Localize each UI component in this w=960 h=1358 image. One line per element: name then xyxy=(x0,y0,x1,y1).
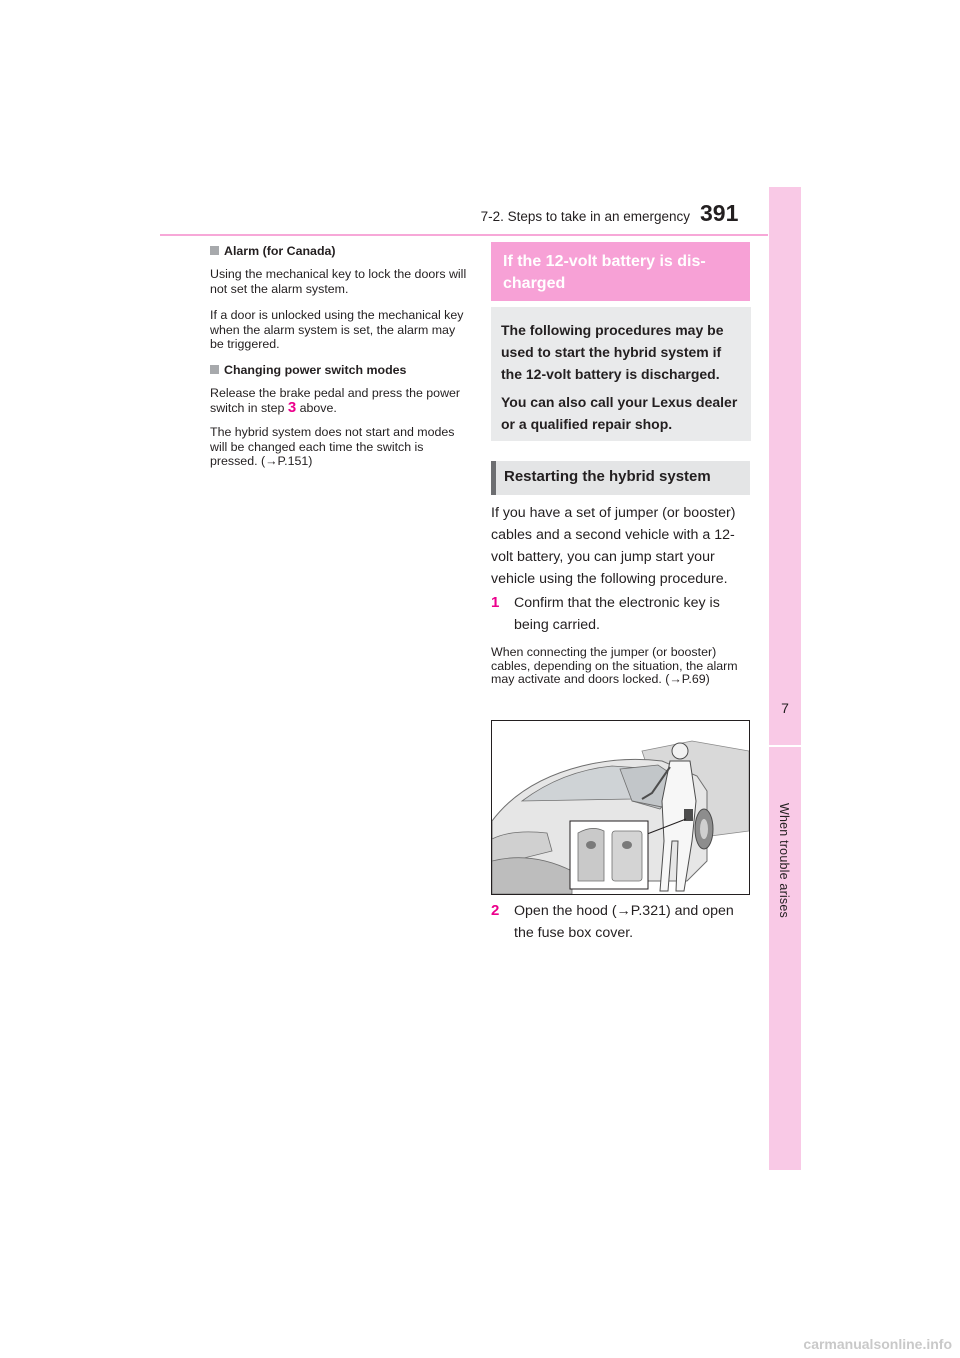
step-number: 2 xyxy=(491,902,500,919)
alarm-heading-text: Alarm (for Canada) xyxy=(224,244,336,258)
chapter-side-tab xyxy=(769,187,801,1170)
power-modes-para-1-end: above. xyxy=(296,400,337,415)
subsection-heading-box xyxy=(491,461,750,495)
alarm-para-2: If a door is unlocked using the mechanical key when the alarm system is set, the alarm may be triggered. xyxy=(210,308,464,351)
square-bullet-icon xyxy=(210,246,219,255)
chapter-title xyxy=(769,803,801,943)
intro-para-2: You can also call your Lexus dealer or a qualified repair shop. xyxy=(501,394,738,432)
section-title: 7-2. Steps to take in an emergency xyxy=(480,209,690,224)
section-heading-box xyxy=(491,242,750,301)
intro-para-1: The following procedures may be used to start the hybrid system if the 12-volt battery is discharged. xyxy=(501,322,724,382)
jump-start-illustration xyxy=(491,720,750,895)
step-reference: 3 xyxy=(287,398,297,416)
chapter-number: 7 xyxy=(781,700,789,716)
step-number: 1 xyxy=(491,594,500,611)
section-heading: If the 12-volt battery is dis-charged xyxy=(503,253,706,292)
intro-body: If you have a set of jumper (or booster) cables and a second vehicle with a 12-volt battery, you can jump start your vehicle using the following procedure. xyxy=(491,505,736,587)
square-bullet-icon xyxy=(210,365,219,374)
intro-box xyxy=(491,307,751,441)
step-text: Confirm that the electronic key is being carried. xyxy=(514,595,720,633)
alarm-note: When connecting the jumper (or booster) cables, depending on the situation, the alarm may activate and doors locked. (→P.69) xyxy=(491,645,738,686)
step-text: Open the hood (→P.321) and open the fuse box cover. xyxy=(514,903,734,941)
page-number: 391 xyxy=(700,200,739,226)
power-modes-heading xyxy=(210,363,468,378)
header-rule xyxy=(160,234,768,236)
power-modes-heading-text: Changing power switch modes xyxy=(224,363,407,377)
power-modes-para-1-text: Release the brake pedal and press the power switch in step xyxy=(210,386,461,415)
car-person-illustration xyxy=(492,721,749,894)
chapter-title-text: When trouble arises xyxy=(777,803,791,918)
subsection-heading: Restarting the hybrid system xyxy=(504,468,711,485)
step-2 xyxy=(491,900,753,948)
step-1 xyxy=(491,592,753,640)
alarm-heading xyxy=(210,244,468,259)
watermark xyxy=(0,1336,960,1352)
watermark-text: carmanualsonline.info xyxy=(803,1336,952,1352)
power-modes-para-1 xyxy=(210,386,468,415)
alarm-para-1: Using the mechanical key to lock the doors will not set the alarm system. xyxy=(210,267,467,296)
power-modes-para-2: The hybrid system does not start and modes will be changed each time the switch is pressed. (→P.151) xyxy=(210,425,455,468)
side-tab-divider xyxy=(769,745,801,747)
